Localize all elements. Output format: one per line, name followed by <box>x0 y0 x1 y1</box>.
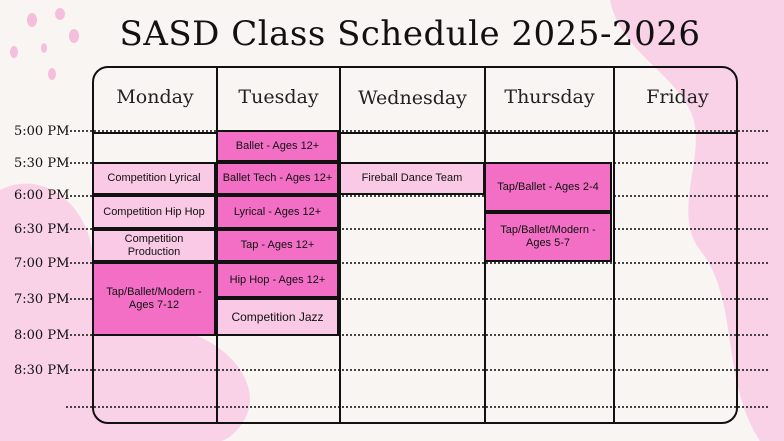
time-label: 7:00 PM <box>14 256 70 271</box>
time-label: 8:00 PM <box>14 328 70 343</box>
column-divider <box>339 68 341 422</box>
class-block-tuesday: Ballet - Ages 12+ <box>216 130 339 162</box>
class-block-monday: Competition Hip Hop <box>92 195 216 229</box>
day-header-tuesday: Tuesday <box>238 86 319 108</box>
time-label: 8:30 PM <box>14 363 70 378</box>
page-title: SASD Class Schedule 2025-2026 <box>119 14 701 54</box>
class-block-tuesday: Hip Hop - Ages 12+ <box>216 262 339 298</box>
time-label: 5:30 PM <box>14 156 70 171</box>
header-divider <box>94 132 736 134</box>
column-divider <box>613 68 615 422</box>
class-block-tuesday: Lyrical - Ages 12+ <box>216 195 339 229</box>
class-block-thursday: Tap/Ballet - Ages 2-4 <box>484 162 612 212</box>
class-block-thursday: Tap/Ballet/Modern - Ages 5-7 <box>484 212 612 262</box>
class-block-monday: Tap/Ballet/Modern - Ages 7-12 <box>92 262 216 336</box>
class-block-monday: Competition Production <box>92 229 216 262</box>
time-label: 7:30 PM <box>14 292 70 307</box>
day-header-monday: Monday <box>116 86 194 108</box>
day-header-thursday: Thursday <box>504 86 595 108</box>
day-header-wednesday: Wednesday <box>358 87 467 109</box>
time-label: 6:00 PM <box>14 188 70 203</box>
class-block-tuesday: Ballet Tech - Ages 12+ <box>216 162 339 195</box>
class-block-tuesday: Tap - Ages 12+ <box>216 229 339 262</box>
time-label: 5:00 PM <box>14 124 70 139</box>
class-block-tuesday: Competition Jazz <box>216 298 339 336</box>
class-block-monday: Competition Lyrical <box>92 162 216 195</box>
dot <box>48 68 56 80</box>
time-label: 6:30 PM <box>14 222 70 237</box>
class-block-wednesday: Fireball Dance Team <box>339 162 485 195</box>
day-header-friday: Friday <box>646 86 709 108</box>
